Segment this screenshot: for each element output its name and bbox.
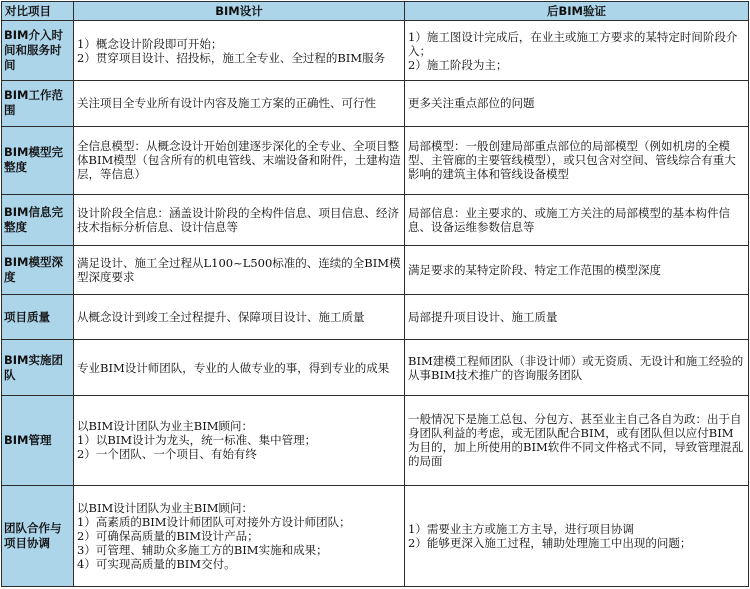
header-bim-design: BIM设计 (74, 2, 405, 21)
table-row (2, 294, 749, 339)
cell-line: 一般情况下是施工总包、分包方、甚至业主自己各自为政：出于自身团队利益的考虑，或无团队配合BIM，或有团队但以应付BIM为目的，加上所使用的BIM软件不同文件格式不同，导致管理混乱的局面 (408, 412, 744, 469)
cell-line: 1）高素质的BIM设计师团队可对接外方设计师团队； (77, 514, 351, 529)
cell-line: 局部提升项目设计、施工质量 (408, 310, 558, 325)
bim-design-cell (74, 246, 405, 295)
cell-line: 满足设计、施工全过程从L100~L500标准的、连续的全BIM模型深度要求 (77, 255, 401, 284)
row-label: BIM模型完整度 (2, 126, 74, 194)
header-row (2, 2, 749, 21)
cell-line: BIM建模工程师团队（非设计师）或无资质、无设计和施工经验的从事BIM技术推广的咨询服务团队 (408, 353, 744, 382)
row-label: BIM工作范围 (2, 81, 74, 126)
table-row (2, 126, 749, 194)
table-row (2, 246, 749, 295)
row-label: BIM介入时间和服务时间 (2, 21, 74, 81)
cell-line: 从概念设计到竣工全过程提升、保障项目设计、施工质量 (77, 310, 365, 325)
cell-line: 2）可确保高质量的BIM设计产品； (77, 528, 259, 543)
row-label: BIM模型深度 (2, 246, 74, 295)
row-label: BIM信息完整度 (2, 194, 74, 245)
bim-design-cell (74, 340, 405, 396)
post-bim-cell (405, 81, 749, 126)
table-row (2, 81, 749, 126)
post-bim-cell (405, 396, 749, 486)
header-post-bim-verification: 后BIM验证 (405, 2, 749, 21)
cell-line: 1）概念设计阶段即可开始； (77, 36, 223, 51)
cell-line: 1）施工图设计完成后，在业主或施工方要求的某特定时间阶段介入； (408, 29, 738, 58)
cell-line: 关注项目全专业所有设计内容及施工方案的正确性、可行性 (77, 96, 376, 111)
post-bim-cell (405, 126, 749, 194)
bim-design-cell (74, 396, 405, 486)
cell-line: 4）可实现高质量的BIM交付。 (77, 556, 236, 571)
cell-line: 专业BIM设计师团队，专业的人做专业的事，得到专业的成果 (77, 360, 390, 375)
cell-line: 2）施工阶段为主； (408, 57, 508, 72)
cell-line: 以BIM设计团队为业主BIM顾问： (77, 419, 254, 434)
bim-design-cell (74, 126, 405, 194)
table-row (2, 485, 749, 586)
cell-line: 2）贯穿项目设计、招投标，施工全专业、全过程的BIM服务 (77, 50, 386, 65)
table-row (2, 194, 749, 245)
bim-design-cell (74, 81, 405, 126)
post-bim-cell (405, 485, 749, 586)
table-row (2, 340, 749, 396)
cell-line: 2）一个团队、一个项目、有始有终 (77, 447, 257, 462)
table-row (2, 396, 749, 486)
post-bim-cell (405, 21, 749, 81)
bim-design-cell (74, 21, 405, 81)
cell-line: 设计阶段全信息：涵盖设计阶段的全构件信息、项目信息、经济技术指标分析信息、设计信息等 (77, 205, 399, 234)
cell-line: 1）需要业主方或施工方主导，进行项目协调 (408, 521, 634, 536)
post-bim-cell (405, 340, 749, 396)
row-label: BIM实施团队 (2, 340, 74, 396)
comparison-table (1, 1, 749, 587)
cell-line: 以BIM设计团队为业主BIM顾问： (77, 500, 254, 515)
bim-design-cell (74, 294, 405, 339)
row-label: BIM管理 (2, 396, 74, 486)
post-bim-cell (405, 294, 749, 339)
row-label: 项目质量 (2, 294, 74, 339)
bim-design-cell (74, 194, 405, 245)
cell-line: 1）以BIM设计为龙头，统一标准、集中管理； (77, 433, 317, 448)
header-compare-item: 对比项目 (2, 2, 74, 21)
post-bim-cell (405, 246, 749, 295)
cell-line: 局部模型：一般创建局部重点部位的局部模型（例如机房的全模型、主管廊的主要管线模型），或只包含对空间、管线综合有重大影响的建筑主体和管线设备模型 (408, 139, 736, 182)
table-row (2, 21, 749, 81)
cell-line: 局部信息：业主要求的、或施工方关注的局部模型的基本构件信息、设备运维参数信息等 (408, 205, 730, 234)
row-label: 团队合作与项目协调 (2, 485, 74, 586)
cell-line: 3）可管理、辅助众多施工方的BIM实施和成果； (77, 542, 328, 557)
cell-line: 全信息模型：从概念设计开始创建逐步深化的全专业、全项目整体BIM模型（包含所有的机电管线、末端设备和附件，土建构造层，等信息） (77, 139, 401, 182)
bim-design-cell (74, 485, 405, 586)
post-bim-cell (405, 194, 749, 245)
cell-line: 2）能够更深入施工过程，辅助处理施工中出现的问题； (408, 535, 692, 550)
cell-line: 满足要求的某特定阶段、特定工作范围的模型深度 (408, 262, 661, 277)
cell-line: 更多关注重点部位的问题 (408, 96, 535, 111)
